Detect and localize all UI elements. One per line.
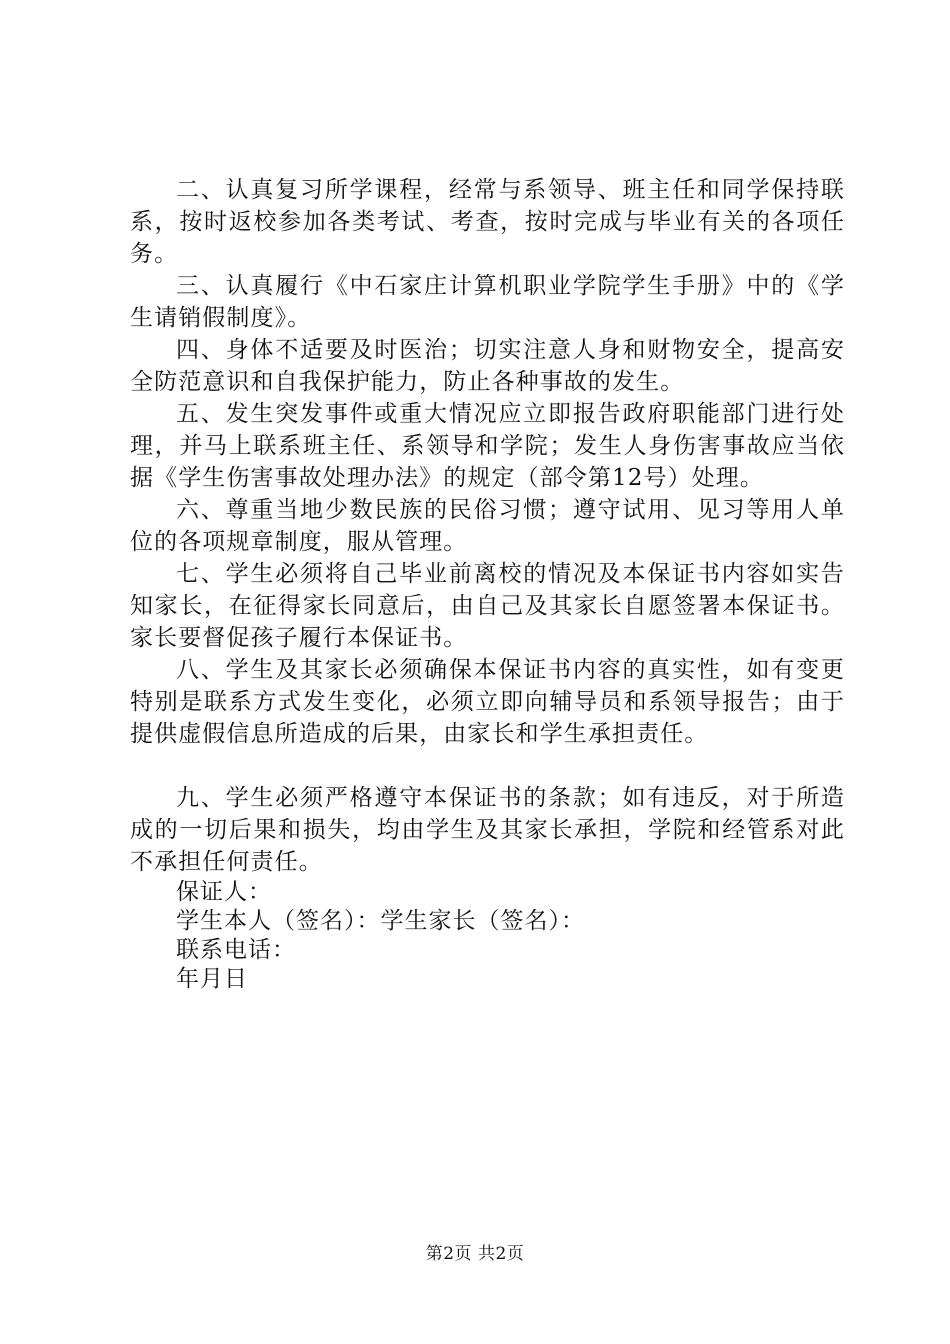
page-footer: 第2页 共2页 <box>425 1244 525 1264</box>
signature-block <box>130 878 845 994</box>
phone-label: 联系电话： <box>176 937 296 963</box>
clause-5: 五、发生突发事件或重大情况应立即报告政府职能部门进行处理，并马上联系班主任、系领导和学院；发生人身伤害事故应当依据《学生伤害事故处理办法》的规定（部令第12号）处理。 <box>130 401 845 491</box>
date-label: 年月日 <box>176 966 248 992</box>
clause-4: 四、身体不适要及时医治；切实注意人身和财物安全，提高安全防范意识和自我保护能力，防止各种事故的发生。 <box>130 337 845 395</box>
clause-6: 六、尊重当地少数民族的民俗习惯；遵守试用、见习等用人单位的各项规章制度，服从管理。 <box>130 497 845 555</box>
document-body <box>130 174 845 994</box>
guarantor-label: 保证人： <box>176 879 272 905</box>
clause-3: 三、认真履行《中石家庄计算机职业学院学生手册》中的《学生请销假制度》。 <box>130 273 845 331</box>
clause-7: 七、学生必须将自己毕业前离校的情况及本保证书内容如实告知家长，在征得家长同意后，由自己及其家长自愿签署本保证书。家长要督促孩子履行本保证书。 <box>130 561 845 651</box>
signatures-line: 学生本人（签名）：学生家长（签名）： <box>176 908 585 934</box>
clause-8: 八、学生及其家长必须确保本保证书内容的真实性，如有变更特别是联系方式发生变化，必须立即向辅导员和系领导报告；由于提供虚假信息所造成的后果，由家长和学生承担责任。 <box>130 657 845 747</box>
clause-9: 九、学生必须严格遵守本保证书的条款；如有违反，对于所造成的一切后果和损失，均由学生及其家长承担，学院和经管系对此不承担任何责任。 <box>130 785 845 875</box>
clause-2: 二、认真复习所学课程，经常与系领导、班主任和同学保持联系，按时返校参加各类考试、考查，按时完成与毕业有关的各项任务。 <box>130 177 845 267</box>
